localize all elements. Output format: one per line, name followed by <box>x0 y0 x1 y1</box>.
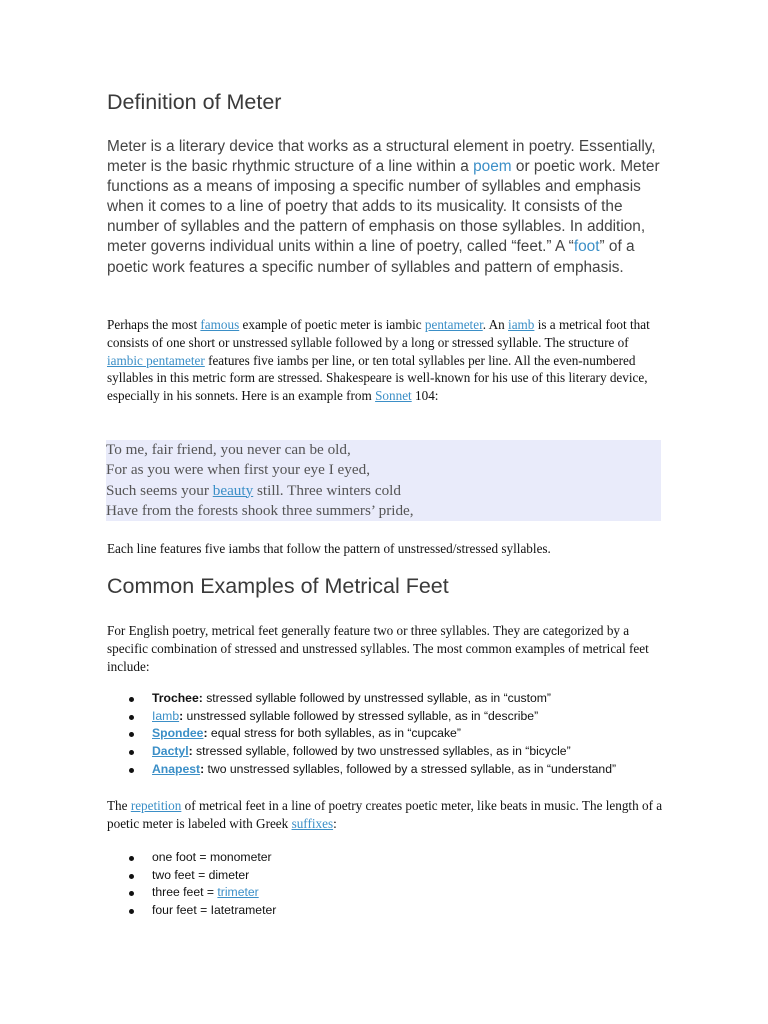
para4-text: of metrical feet in a line of poetry creates poetic meter, like beats in music. The length of a poetic meter is labeled with Greek <box>107 798 663 831</box>
link-term-anapest[interactable]: Anapest <box>152 761 201 776</box>
term-description: stressed syllable followed by unstressed syllable, as in “custom” <box>202 691 551 705</box>
bullet-icon <box>129 697 134 702</box>
term-separator: : <box>203 726 208 741</box>
link-term-spondee[interactable]: Spondee <box>152 726 204 741</box>
bullet-icon <box>129 856 134 861</box>
lead-text-2: or poetic work. Meter functions as a means of imposing a specific number of syllables and emphasis when it comes to a line of poetry that adds to its musicality. It consists of the number of syllables and the pattern of emphasis on those syllables. In addition, meter governs individual units within a line of poetry, called “feet.” A “ <box>107 158 660 256</box>
term-trochee: Trochee <box>152 691 199 705</box>
link-beauty[interactable]: beauty <box>212 481 254 499</box>
term-separator: : <box>179 708 184 723</box>
link-foot[interactable]: foot <box>573 238 600 256</box>
link-famous[interactable]: famous <box>200 317 240 332</box>
link-pentameter[interactable]: pentameter <box>424 317 483 332</box>
bullet-icon <box>129 732 134 737</box>
link-term-iamb[interactable]: Iamb <box>152 708 180 723</box>
bullet-icon <box>129 715 134 720</box>
list-item-anapest <box>129 761 616 779</box>
paragraph-repetition <box>107 797 667 833</box>
term-description: stressed syllable, followed by two unstressed syllables, as in “bicycle” <box>192 744 571 759</box>
paragraph-english-poetry: For English poetry, metrical feet generally feature two or three syllables. They are categorized by a specific combination of stressed and unstressed syllables. The most common examples of metrical feet include: <box>107 623 649 674</box>
length-text: one foot = monometer <box>152 850 272 864</box>
term-separator: : <box>198 691 203 705</box>
meter-length-list <box>129 849 276 920</box>
term-description: two unstressed syllables, followed by a stressed syllable, as in “understand” <box>204 761 617 776</box>
metrical-feet-list <box>129 690 616 779</box>
quote-line-4: Have from the forests shook three summers’ pride, <box>106 501 414 519</box>
lead-text-3: ” of a poetic work features a specific number of syllables and pattern of emphasis. <box>107 238 635 276</box>
paragraph-each-line: Each line features five iambs that follow the pattern of unstressed/stressed syllables. <box>107 541 551 556</box>
length-text: two feet = dimeter <box>152 867 250 882</box>
list-item-spondee <box>129 725 616 743</box>
term-separator: : <box>188 744 193 759</box>
term-description: equal stress for both syllables, as in “cupcake” <box>207 726 461 741</box>
term-separator: : <box>200 761 205 776</box>
para1-text: Perhaps the most <box>107 317 201 332</box>
list-item-trochee <box>129 690 616 708</box>
length-text: three feet = <box>152 885 218 900</box>
list-item-trimeter <box>129 884 276 902</box>
bullet-icon <box>129 909 134 914</box>
link-sonnet[interactable]: Sonnet <box>375 388 412 404</box>
quote-line-3-text: Such seems your <box>106 481 213 499</box>
bullet-icon <box>129 891 134 896</box>
quote-line-1: To me, fair friend, you never can be old, <box>106 441 351 458</box>
para1-text: 104: <box>411 388 439 404</box>
list-item-tetrameter <box>129 902 276 920</box>
para1-text: . An <box>482 317 509 332</box>
bullet-icon <box>129 874 134 879</box>
link-iambic-pentameter[interactable]: iambic pentameter <box>107 352 205 368</box>
heading-common-examples: Common Examples of Metrical Feet <box>107 574 449 598</box>
link-repetition[interactable]: repetition <box>130 798 182 813</box>
quote-line-3 <box>106 481 661 501</box>
para4-text: : <box>333 815 337 831</box>
link-term-dactyl[interactable]: Dactyl <box>152 744 189 759</box>
list-item-iamb <box>129 708 616 726</box>
bullet-icon <box>129 768 134 773</box>
link-iamb[interactable]: iamb <box>508 317 535 332</box>
para1-text: features five iambs per line, or ten total syllables per line. All the even-numbered syllables in this metric form are stressed. Shakespeare is well-known for his use of this literary device, especially in his sonnets. Here is an example from <box>107 352 648 404</box>
para1-text: is a metrical foot that consists of one short or unstressed syllable followed by a long or stressed syllable. The structure of <box>107 317 650 350</box>
list-item-dimeter <box>129 867 276 885</box>
link-poem[interactable]: poem <box>473 158 512 176</box>
quote-line-3-text: still. Three winters cold <box>253 481 401 499</box>
lead-text-1: Meter is a literary device that works as a structural element in poetry. Essentially, meter is the basic rhythmic structure of a line within a <box>107 138 656 176</box>
bullet-icon <box>129 750 134 755</box>
quote-line-2: For as you were when first your eye I eyed, <box>106 461 371 479</box>
lead-paragraph <box>107 137 667 278</box>
term-description: unstressed syllable followed by stressed syllable, as in “describe” <box>183 708 539 723</box>
link-suffixes[interactable]: suffixes <box>291 815 334 831</box>
list-item-monometer <box>129 849 276 867</box>
link-trimeter[interactable]: trimeter <box>217 885 259 900</box>
para1-text: example of poetic meter is iambic <box>239 317 425 332</box>
length-text: four feet = Iatetrameter <box>152 903 277 918</box>
para4-text: The <box>107 798 131 813</box>
list-item-dactyl <box>129 743 616 761</box>
paragraph-iambic-pentameter <box>107 316 667 405</box>
sonnet-quote-block <box>106 440 661 521</box>
heading-definition-of-meter: Definition of Meter <box>107 90 282 114</box>
